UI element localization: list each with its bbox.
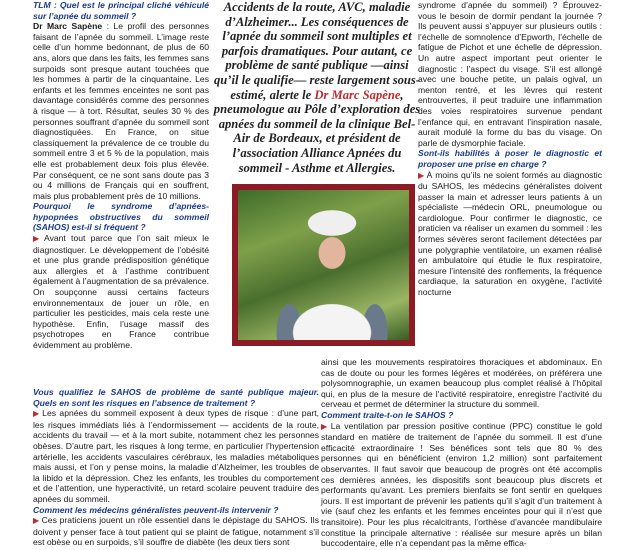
answer-2: Avant tout parce que l’on sait mieux le diagnostiquer. Le développement de l’obésité et une plus grande prédisposition génétique aux allergies et à l’asthme contribuent également à l’augmentation de sa prévalence. On soupçonne aussi certains facteurs environnementaux de jouer un rôle, en particulier les pesticides, mais cela reste une hypothèse. Enfin, l’usage massif des psychotropes en France contribue évidemment au problème.	[33, 233, 209, 350]
quote-name: Dr Marc Sapène	[314, 87, 401, 102]
right-column	[418, 0, 602, 298]
question-1: TLM : Quel est le principal cliché véhiculé sur l’apnée du sommeil ?	[33, 0, 209, 21]
arrow-icon: ▶	[33, 409, 41, 419]
arrow-icon: ▶	[321, 421, 329, 431]
right-paragraph-1: syndrome d’apnée du sommeil) ? Éprouvez-vous le besoin de dormir pendant la journée ? Ils peuvent aussi s’appuyer sur plusieurs outils : l’échelle de somnolence d’Epworth, l’échelle de fatigue de Pichot et une échelle de dépression. Un autre aspect important peut orienter le diagnostic : l’aspect du visage. S’il est allongé avec une bouche petite, un palais ogival, un menton rentré, et les lèvres qui restent entrouvertes, il peut traduire une inflammation des voies respiratoires survenue pendant l’enfance qui, en entravant l’inspiration nasale, aurait modulé la forme du bas du visage. On parle de dysmorphie faciale.	[418, 0, 602, 148]
quote-text-before: Accidents de la route, AVC, maladie d’Alzheimer... Les conséquences de l’apnée du sommeil sont multiples et parfois dramatiques. Pour autant, ce problème de santé publique —ainsi qu’il le qualifie— reste largement sous-estimé, alerte le	[213, 0, 421, 102]
answer-1: : Le profil des personnes faisant de l’apnée du sommeil. L’image reste celle d’un homme bedonnant, de plus de 60 ans, alors que dans les faits, les femmes sans surpoids sont presque autant touchées que les hommes à partir de la cinquantaine. Les enfants et les femmes enceintes ne sont pas davantage considérés comme des personnes à risque — à tort. Résultat, seules 30 % des personnes souffrant d’apnée du sommeil sont diagnostiquées. En France, on situe classiquement la prévalence de ce trouble du sommeil entre 3 et 5 % de la population, mais elle est probablement deux fois plus élevée. Par conséquent, ce ne sont sans doute pas 3 ou 4 millions de Français qui en souffrent, mais plus probablement près de 10 millions.	[33, 21, 209, 201]
bottom-right-column	[321, 357, 602, 549]
question-3: Sont-ils habilités à poser le diagnostic et proposer une prise en charge ?	[418, 148, 602, 169]
answer-5: Ces praticiens jouent un rôle essentiel dans le dépistage du SAHOS. Ils doivent y penser face à tout patient qui se plaint de fatigue, notamment s’il est obèse ou en surpoids, s’il souffre de diabète (les deux tiers sont	[33, 515, 319, 548]
answer-4: Les apnées du sommeil exposent à deux types de risque : d’une part, les risques immédiats liés à l’endormissement — accidents de la route, accidents du travail — et à la mort subite, notamment chez les personnes obèses. D’autre part, les risques à long terme, en particulier l’hypertension artérielle, les accidents vasculaires cérébraux, les maladies métaboliques mais aussi, et l’on y pense moins, la maladie d’Alzheimer, les troubles de la libido et la dépression. Chez les enfants, les troubles du comportement et de l’attention, une hyperactivité, un retard scolaire peuvent traduire des apnées du sommeil.	[33, 408, 319, 504]
answer-3: À moins qu’ils ne soient formés au diagnostic du SAHOS, les médecins généralistes doivent passer la main et adresser leurs patients à un spécialiste —médecin ORL, pneumologue ou cardiologue. Pour confirmer le diagnostic, ce praticien va réaliser un examen du sommeil : les formes sévères seront facilement détectées par une polygraphie ventilatoire, un examen réalisé en ambulatoire qui étudie le flux respiratoire, mesure l’intensité des ronflements, la fréquence cardiaque, la saturation en oxygène, l’activité nocturne	[418, 169, 602, 298]
arrow-icon: ▶	[33, 234, 42, 244]
question-6: Comment traite-t-on le SAHOS ?	[321, 409, 454, 420]
question-5: Comment les médecins généralistes peuvent-ils intervenir ?	[33, 504, 279, 515]
question-4: Vous qualifiez le SAHOS de problème de santé publique majeur. Quels en sont les risques en l’absence de traitement ?	[33, 387, 319, 408]
arrow-icon: ▶	[33, 516, 40, 526]
bottom-left-column	[33, 357, 319, 548]
question-2: Pourquoi le syndrome d’apnées-hypopnées obstructives du sommeil (SAHOS) est-il si fréquent ?	[33, 201, 209, 233]
answer-6: La ventilation par pression positive continue (PPC) constitue le gold standard en matière de traitement de l’apnée du sommeil. Il est d’une efficacité extraordinaire ! Ses bénéfices sont tels que 80 % des personnes qui en bénéficient (environ 1,2 million) sont parfaitement observantes. Il faut savoir que beaucoup de progrès ont été accomplis ces dernières années, les dispositifs sont beaucoup plus discrets et performants qu’avant. Les premiers bienfaits se font sentir en quelques jours. Il est important de prévenir les patients qu’il s’agit d’un traitement à vie (sauf chez les enfants et les femmes enceintes pour qui il n’est que transitoire). Pour les plus récalcitrants, l’orthèse d’avancée mandibulaire constitue la principale alternative : réalisée sur mesure après un bilan buccodentaire, elle n’a cependant pas la même effica-	[321, 420, 602, 549]
quote-text-after: , pneumologue au Pôle d’exploration des apnées du sommeil de la clinique Bel-Air de Bordeaux, et président de l’association Alliance Apnées du sommeil - Asthme et Allergies.	[213, 87, 421, 175]
portrait-photo	[232, 184, 415, 346]
pull-quote	[212, 0, 422, 175]
portrait-image	[238, 190, 409, 340]
left-column	[33, 0, 209, 351]
bottom-right-paragraph-1: ainsi que les mouvements respiratoires thoraciques et abdominaux. En cas de doute ou pour les formes légères et modérées, on préférera une polysomnographie, un examen beaucoup plus complet réalisé à l’hôpital qui, en plus de la mesure de l’activité respiratoire, enregistre l’activité du cerveau et permet de déterminer la structure du sommeil.	[321, 357, 602, 410]
arrow-icon: ▶	[418, 170, 425, 180]
interviewee-name: Dr Marc Sapène	[33, 21, 103, 32]
